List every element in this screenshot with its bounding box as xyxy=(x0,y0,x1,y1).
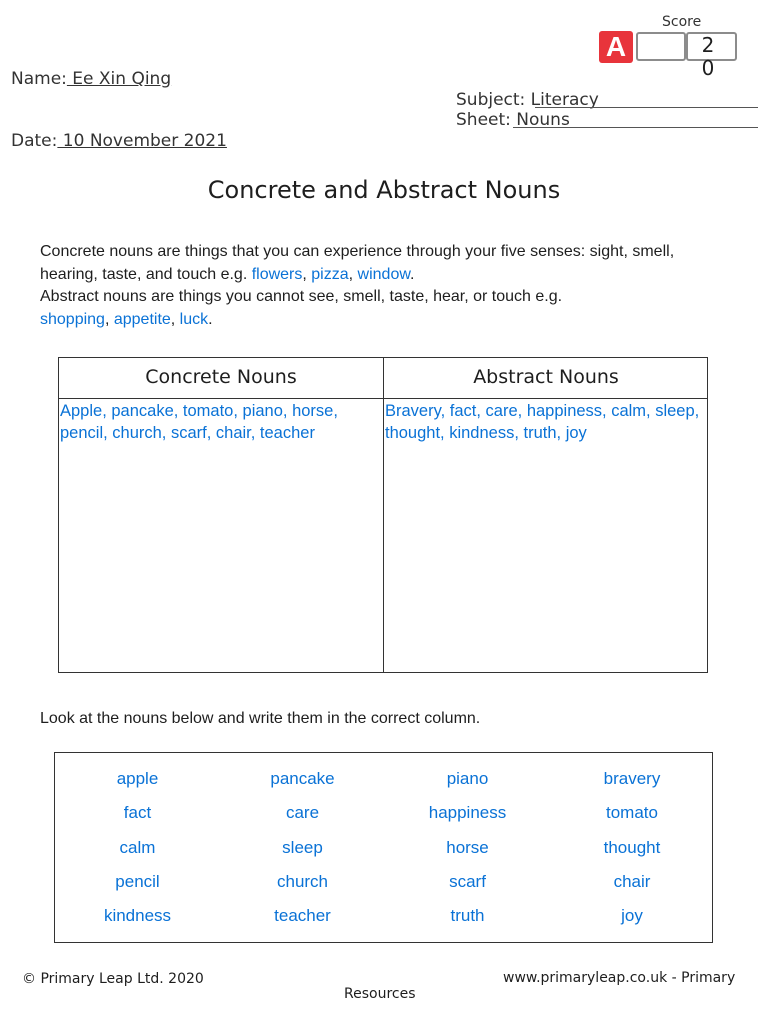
abstract-definition-text: Abstract nouns are things you cannot see, smell, taste, hear, or touch e.g. xyxy=(40,288,563,305)
concrete-example: pizza xyxy=(311,265,349,283)
brand-logo-icon: A xyxy=(599,31,633,63)
abstract-definition xyxy=(40,286,680,331)
abstract-example: shopping xyxy=(40,310,105,328)
date-value: 10 November 2021 xyxy=(57,131,227,151)
word-bank-item: care xyxy=(285,803,320,823)
word-bank-item: piano xyxy=(446,769,489,788)
abstract-nouns-header: Abstract Nouns xyxy=(473,366,619,388)
abstract-example: appetite xyxy=(113,310,171,328)
page-title: Concrete and Abstract Nouns xyxy=(207,176,561,204)
instruction-text: Look at the nouns below and write them in the correct column. xyxy=(40,710,481,727)
sheet-value: Nouns xyxy=(510,110,570,130)
example-separator: , xyxy=(348,265,358,283)
footer-copyright: © Primary Leap Ltd. 2020 xyxy=(22,971,204,987)
subject-underline xyxy=(535,107,758,108)
word-bank-item: joy xyxy=(621,906,643,926)
word-bank xyxy=(54,752,713,943)
score-label: Score xyxy=(662,14,702,30)
score-value-line2: 0 xyxy=(701,56,715,80)
word-bank-item: truth xyxy=(450,906,485,926)
header-divider xyxy=(59,398,707,399)
noun-table xyxy=(58,357,708,673)
word-bank-item: teacher xyxy=(274,906,331,926)
name-label: Name: xyxy=(11,69,67,89)
sheet-label: Sheet: xyxy=(456,110,511,130)
word-bank-item: pancake xyxy=(270,769,335,788)
concrete-nouns-answer[interactable]: Apple, pancake, tomato, piano, horse, pencil, church, scarf, chair, teacher xyxy=(60,402,338,442)
example-separator: , xyxy=(302,265,312,283)
abstract-example: luck xyxy=(179,310,209,328)
word-bank-item: pencil xyxy=(115,871,160,891)
word-bank-item: scarf xyxy=(449,871,486,891)
score-value xyxy=(686,34,730,80)
footer-website-cont: Resources xyxy=(344,986,416,1002)
word-bank-item: church xyxy=(276,871,329,891)
example-separator: , xyxy=(170,310,180,328)
score-value-line1: 2 xyxy=(701,33,715,57)
date-field xyxy=(11,131,227,151)
concrete-example: flowers xyxy=(251,265,303,283)
name-field xyxy=(11,69,171,89)
word-bank-item: bravery xyxy=(603,769,661,788)
sentence-end: . xyxy=(208,310,213,328)
sheet-underline xyxy=(513,127,758,128)
word-bank-item: chair xyxy=(613,871,651,891)
sentence-end: . xyxy=(410,265,415,283)
column-divider xyxy=(383,358,384,672)
word-bank-item: kindness xyxy=(103,906,172,926)
word-bank-item: tomato xyxy=(606,803,658,823)
intro-paragraph xyxy=(40,241,680,331)
word-bank-item: fact xyxy=(123,803,152,823)
concrete-example: window xyxy=(357,265,411,283)
word-bank-grid xyxy=(55,769,714,940)
word-bank-item: apple xyxy=(116,769,159,788)
concrete-nouns-header: Concrete Nouns xyxy=(145,366,297,388)
name-value: Ee Xin Qing xyxy=(66,69,172,89)
concrete-definition-text: Concrete nouns are things that you can experience through your five senses: sight, smell, hearing, taste, and touch e.g. xyxy=(40,243,675,283)
subject-value: Literacy xyxy=(525,90,599,110)
word-bank-item: happiness xyxy=(428,803,507,823)
word-bank-item: horse xyxy=(446,837,489,857)
subject-label: Subject: xyxy=(456,90,526,110)
footer-website: www.primaryleap.co.uk - Primary xyxy=(503,970,736,986)
word-bank-item: calm xyxy=(119,837,156,857)
word-bank-item: thought xyxy=(603,837,661,857)
abstract-nouns-answer[interactable]: Bravery, fact, care, happiness, calm, sleep, thought, kindness, truth, joy xyxy=(385,402,700,442)
example-separator: , xyxy=(104,310,114,328)
date-label: Date: xyxy=(11,131,58,151)
score-box-empty xyxy=(636,32,686,61)
word-bank-item: sleep xyxy=(282,837,323,857)
concrete-definition xyxy=(40,241,680,286)
